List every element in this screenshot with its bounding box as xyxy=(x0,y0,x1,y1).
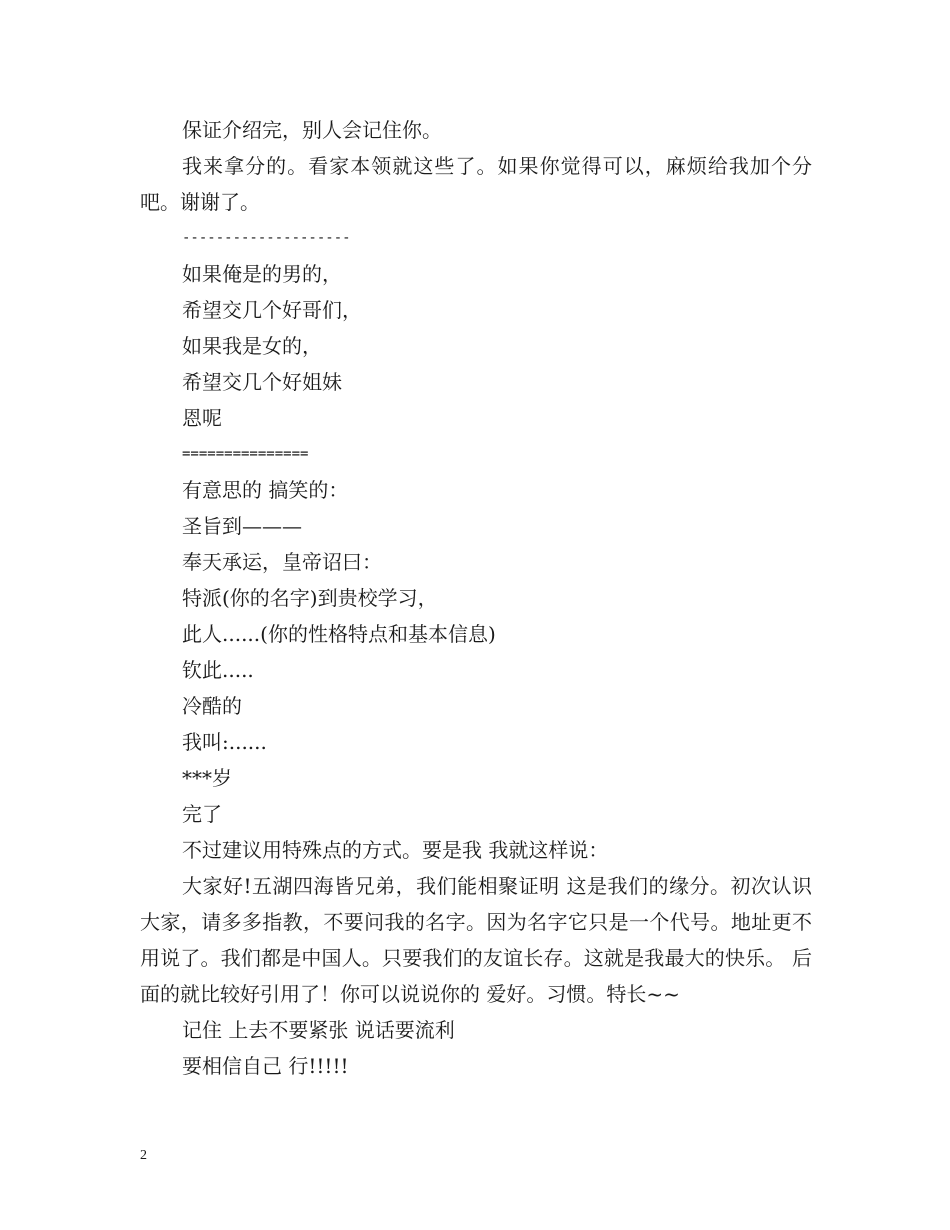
paragraph: 保证介绍完，别人会记住你。 xyxy=(182,118,442,142)
paragraph: 希望交几个好姐妹 xyxy=(182,370,342,394)
paragraph: 如果我是女的， xyxy=(182,334,322,358)
paragraph: 如果俺是的男的， xyxy=(182,262,342,286)
paragraph: 要相信自己 行!!!!! xyxy=(182,1054,349,1078)
paragraph: 钦此..... xyxy=(182,658,254,682)
dash-separator: -------------------- xyxy=(182,230,351,246)
paragraph: 我来拿分的。看家本领就这些了。如果你觉得可以，麻烦给我加个分吧。谢谢了。 xyxy=(140,154,812,214)
equals-separator: =============== xyxy=(182,446,309,462)
document-body xyxy=(140,112,812,1084)
paragraph: 记住 上去不要紧张 说话要流利 xyxy=(182,1018,455,1042)
page-number: 2 xyxy=(140,1148,147,1163)
paragraph: 大家好!五湖四海皆兄弟，我们能相聚证明 这是我们的缘分。初次认识大家，请多多指教，不要问我的名字。因为名字它只是一个代号。地址更不用说了。我们都是中国人。只要我们的友谊长存。这就是我最大的快乐。 后面的就比较好引用了！你可以说说你的 爱好。习惯。特长~~ xyxy=(140,874,812,1006)
paragraph: 恩呢 xyxy=(182,406,222,430)
paragraph: 有意思的 搞笑的： xyxy=(182,478,349,502)
paragraph: 奉天承运，皇帝诏曰： xyxy=(182,550,382,574)
paragraph: 完了 xyxy=(182,802,222,826)
paragraph: 冷酷的 xyxy=(182,694,242,718)
paragraph: ***岁 xyxy=(182,766,232,790)
paragraph: 特派(你的名字)到贵校学习， xyxy=(182,586,438,610)
paragraph: 圣旨到——— xyxy=(182,514,302,538)
paragraph: 我叫:...... xyxy=(182,730,267,754)
paragraph: 希望交几个好哥们， xyxy=(182,298,362,322)
paragraph: 此人......(你的性格特点和基本信息) xyxy=(182,622,496,646)
paragraph: 不过建议用特殊点的方式。要是我 我就这样说： xyxy=(182,838,609,862)
